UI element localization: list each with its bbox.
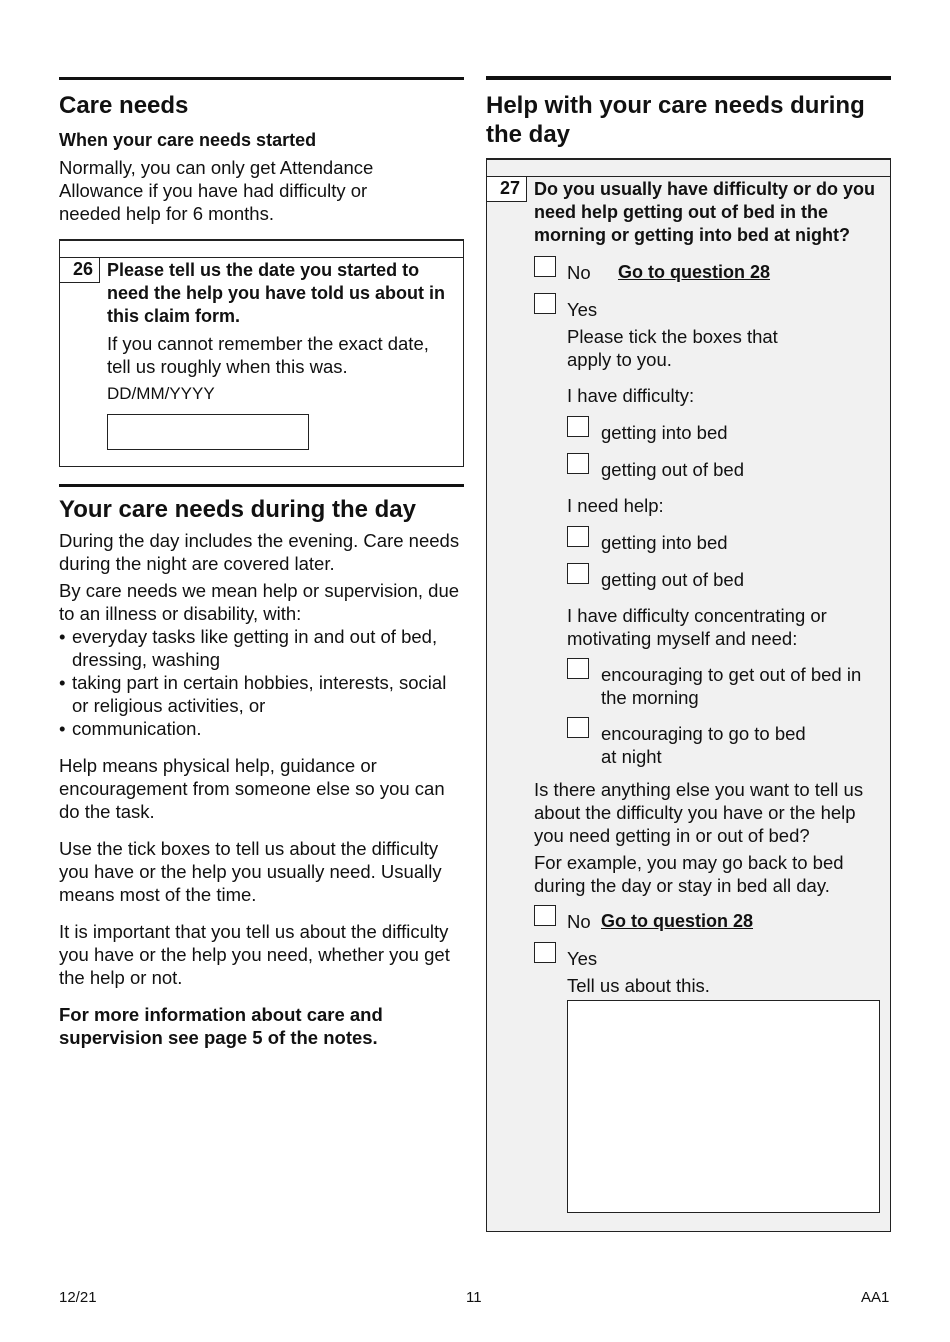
- day-section: [59, 495, 464, 1049]
- encourage-go-to-bed-label: encouraging to go to bed at night: [601, 723, 806, 767]
- else-yes-checkbox[interactable]: [534, 942, 556, 963]
- question-27-number: 27: [487, 177, 527, 202]
- date-format-label: DD/MM/YYYY: [107, 384, 215, 403]
- tick-instruction: Please tick the boxes that apply to you.: [567, 326, 778, 370]
- care-definition: By care needs we mean help or supervision, due to an illness or disability, with:: [59, 580, 460, 624]
- encourage-get-up-checkbox[interactable]: [567, 658, 589, 679]
- left-column: [59, 77, 464, 1048]
- section-divider: [59, 484, 464, 487]
- question-27-band: [487, 160, 890, 177]
- else-yes-label: Yes: [567, 948, 598, 969]
- section-divider: [486, 76, 891, 80]
- care-day-heading: Your care needs during the day: [59, 496, 416, 523]
- no-checkbox[interactable]: [534, 256, 556, 277]
- help-into-bed-checkbox[interactable]: [567, 526, 589, 547]
- difficulty-into-bed-label: getting into bed: [601, 422, 728, 443]
- question-26-text: Please tell us the date you started to need the help you have told us about in this claim form.: [107, 260, 446, 326]
- right-column: [486, 76, 891, 996]
- list-item: • taking part in certain hobbies, interests, social or religious activities, or: [59, 671, 464, 717]
- question-26-hint: If you cannot remember the exact date, tell us roughly when this was.: [107, 333, 429, 377]
- encourage-go-to-bed-checkbox[interactable]: [567, 717, 589, 738]
- question-27-text: Do you usually have difficulty or do you need help getting out of bed in the morning or getting into bed at night?: [534, 179, 876, 245]
- care-needs-heading: Care needs: [59, 92, 189, 119]
- goto-question-28-link[interactable]: Go to question 28: [618, 262, 771, 282]
- question-26-number: 26: [60, 258, 100, 283]
- tell-us-textarea[interactable]: [567, 1000, 880, 1213]
- care-needs-intro: Normally, you can only get Attendance Allowance if you have had difficulty or needed help for 6 months.: [59, 157, 374, 224]
- footer-date: 12/21: [59, 1289, 97, 1306]
- help-definition: Help means physical help, guidance or encouragement from someone else so you can do the task.: [59, 755, 445, 822]
- importance-note: It is important that you tell us about the difficulty you have or the help you need, whether you get the help or not.: [59, 921, 450, 988]
- difficulty-into-bed-checkbox[interactable]: [567, 416, 589, 437]
- else-goto-question-28-link[interactable]: Go to question 28: [601, 911, 754, 931]
- help-heading: I need help:: [567, 495, 664, 516]
- list-item: • communication.: [59, 717, 464, 740]
- question-27-box: [486, 158, 891, 1232]
- tell-us-label: Tell us about this.: [567, 975, 710, 996]
- date-started-input[interactable]: [107, 414, 309, 450]
- difficulty-out-of-bed-checkbox[interactable]: [567, 453, 589, 474]
- else-no-checkbox[interactable]: [534, 905, 556, 926]
- help-into-bed-label: getting into bed: [601, 532, 728, 553]
- footer-page-number: 11: [466, 1289, 482, 1306]
- day-intro: During the day includes the evening. Care needs during the night are covered later.: [59, 530, 460, 574]
- help-out-of-bed-checkbox[interactable]: [567, 563, 589, 584]
- yes-checkbox[interactable]: [534, 293, 556, 314]
- help-out-of-bed-label: getting out of bed: [601, 569, 744, 590]
- encourage-get-up-label: encouraging to get out of bed in the morning: [601, 664, 862, 708]
- care-started-subheading: When your care needs started: [59, 130, 317, 150]
- else-no-label: No: [567, 911, 591, 932]
- difficulty-out-of-bed-label: getting out of bed: [601, 459, 744, 480]
- help-day-heading: Help with your care needs during the day: [486, 92, 865, 148]
- else-question: Is there anything else you want to tell us about the difficulty you have or the help you need getting in or out of bed?: [534, 779, 864, 846]
- else-example: For example, you may go back to bed during the day or stay in bed all day.: [534, 852, 844, 896]
- list-item: • everyday tasks like getting in and out of bed, dressing, washing: [59, 625, 464, 671]
- section-divider: [59, 77, 464, 80]
- motivation-heading: I have difficulty concentrating or motivating myself and need:: [567, 605, 827, 649]
- question-26-box: [59, 239, 464, 467]
- footer-form-code: AA1: [861, 1289, 890, 1306]
- tick-info: Use the tick boxes to tell us about the difficulty you have or the help you usually need. Usually means most of the time.: [59, 838, 442, 905]
- more-info-note: For more information about care and supervision see page 5 of the notes.: [59, 1004, 383, 1048]
- no-label: No: [567, 262, 591, 283]
- difficulty-heading: I have difficulty:: [567, 385, 695, 406]
- yes-label: Yes: [567, 299, 598, 320]
- care-bullets: [59, 625, 464, 740]
- question-26-band: [60, 241, 463, 258]
